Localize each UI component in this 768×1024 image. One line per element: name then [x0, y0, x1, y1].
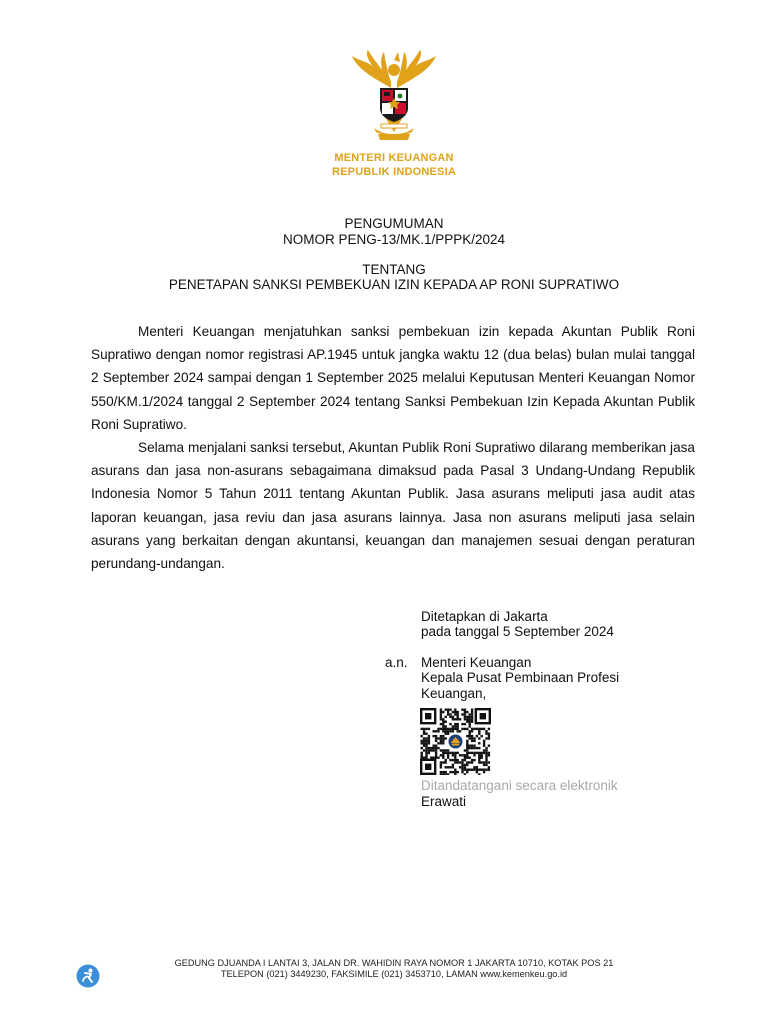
footer-address: GEDUNG DJUANDA I LANTAI 3, JALAN DR. WAHIDIN RAYA NOMOR 1 JAKARTA 10710, KOTAK POS 21 [174, 958, 614, 968]
announcement-body [91, 320, 695, 575]
signing-place: Ditetapkan di Jakarta [421, 609, 548, 624]
signatory-name: Erawati [421, 794, 467, 809]
on-behalf-label: a.n. [385, 655, 408, 670]
signing-date: pada tanggal 5 September 2024 [421, 624, 614, 639]
garuda-emblem-icon [344, 48, 444, 144]
ministry-name: MENTERI KEUANGAN [334, 152, 454, 164]
signatory-title-line3: Keuangan, [421, 686, 487, 701]
announcement-subject: PENETAPAN SANKSI PEMBEKUAN IZIN KEPADA AP RONI SUPRATIWO [168, 277, 620, 292]
announcement-number: NOMOR PENG-13/MK.1/PPPK/2024 [282, 232, 506, 247]
body-paragraph-1: Menteri Keuangan menjatuhkan sanksi pembekuan izin kepada Akuntan Publik Roni Supratiwo dengan nomor registrasi AP.1945 untuk jangka waktu 12 (dua belas) bulan mulai tanggal 2 September 2024 sampai dengan 1 September 2025 melalui Keputusan Menteri Keuangan Nomor 550/KM.1/2024 tanggal 2 September 2024 tentang Sanksi Pembekuan Izin Kepada Akuntan Publik Roni Supratiwo. [91, 324, 695, 432]
body-paragraph-2: Selama menjalani sanksi tersebut, Akuntan Publik Roni Supratiwo dilarang memberikan jasa asurans dan jasa non-asurans sebagaimana dimaksud pada Pasal 3 Undang-Undang Republik Indonesia Nomor 5 Tahun 2011 tentang Akuntan Publik. Jasa asurans meliputi jasa audit atas laporan keuangan, jasa reviu dan jasa asurans lainnya. Jasa non asurans meliputi jasa selain asurans yang berkaitan dengan akuntansi, keuangan dan manajemen sesuai dengan peraturan perundang-undangan. [91, 440, 695, 572]
about-label: TENTANG [362, 262, 426, 277]
electronic-signature-note: Ditandatangani secara elektronik [421, 778, 618, 793]
signatory-title-line1: Menteri Keuangan [421, 655, 532, 670]
footer-contact: TELEPON (021) 3449230, FAKSIMILE (021) 3453710, LAMAN www.kemenkeu.go.id [220, 969, 568, 979]
announcement-label: PENGUMUMAN [344, 216, 444, 231]
signatory-title-line2: Kepala Pusat Pembinaan Profesi [421, 670, 620, 685]
qr-code-icon [420, 708, 491, 775]
ministry-country: REPUBLIK INDONESIA [332, 166, 456, 178]
